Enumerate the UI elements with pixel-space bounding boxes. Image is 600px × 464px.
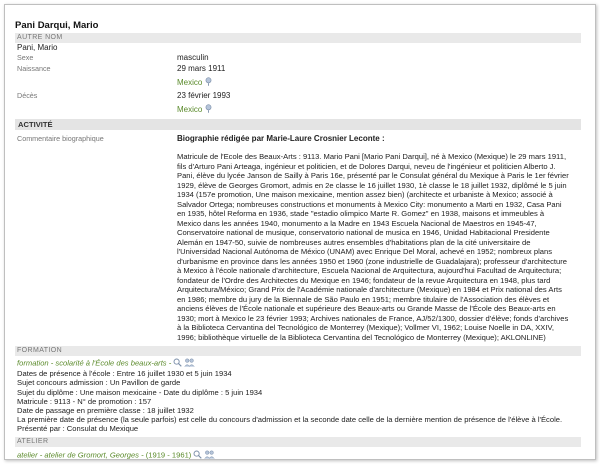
sex-row xyxy=(15,53,581,63)
atelier-dates: (1919 - 1961) xyxy=(143,450,192,460)
formation-link[interactable]: formation - scolarité à l'École des beaux-arts - xyxy=(17,358,172,368)
sex-value: masculin xyxy=(177,53,209,62)
bio-block xyxy=(177,134,581,342)
atelier-link-line xyxy=(15,450,581,460)
bio-heading: Biographie rédigée par Marie-Laure Crosnier Leconte : xyxy=(177,134,385,143)
formation-line-6: La première date de présence (la seule parfois) est celle du concours d'admission et la seconde date celle de la dernière mention de présence de l'élève à l'École. Présenté par : Consulat du Mexique xyxy=(17,415,563,434)
sex-label: Sexe xyxy=(17,53,34,62)
formation-line-4: Matricule : 9113 - N° de promotion : 157 xyxy=(17,396,152,406)
formation-line-3: Sujet du diplôme : Une maison mexicaine - Date du diplôme : 5 juin 1934 xyxy=(17,387,263,397)
death-place-line xyxy=(177,104,581,116)
group-icon[interactable] xyxy=(184,358,195,369)
formation-header: FORMATION xyxy=(15,346,581,356)
formation-line-2: Sujet concours admission : Un Pavillon de garde xyxy=(17,378,181,388)
birth-date: 29 mars 1911 xyxy=(177,64,226,73)
search-icon[interactable] xyxy=(173,358,182,369)
record-window xyxy=(4,4,596,460)
death-label: Décès xyxy=(17,91,38,100)
death-row xyxy=(15,91,581,116)
formation-link-line xyxy=(15,358,581,369)
map-pin-icon[interactable] xyxy=(204,104,213,116)
map-pin-icon[interactable] xyxy=(204,77,213,89)
birth-place-link[interactable]: Mexico xyxy=(177,78,203,88)
formation-line-5: Date de passage en première classe : 18 juillet 1932 xyxy=(17,406,194,416)
bio-text: Matricule de l'Ecole des Beaux-Arts : 9113. Mario Pani [Mario Pani Darqui], né à Mexico (Mexique) le 29 mars 1911, fils d'Arturo Pani Arteaga, ingénieur et politicien, et de Dolores Darqui, neveu de l'ingénieur et politicien Alberto J. Pani, élève du lycée Janson de Sailly à Paris 16e, présenté par le Consulat général du Mexique à Paris le 1er février 1929, élève de Georges Gromort, admis en 2e classe le 16 juillet 1930, 1è classe le 18 juillet 1932, diplômé le 5 juin 1934 (157e promotion, Une maison mexicaine, mention assez bien) (architecte et urbaniste à Mexico; associé à Salvador Ortega; nombreuses constructions et monuments à Mexico City: monumento a Marti en 1932, Casa Pani en 1935, hôtel Reforma en 1936, stade "estadio olimpico Marte R. Gomez" en 1938, maisons et immeubles à Mexico dans les années 1940, monumento a la Madre en 1943 Escuela Nacional de Maestros en 1945-47, Conservatoire national de musique, conservatorio national de musica en 1946, Unidad Habitacional Presidente Alemán en 1947-50, suivie de nombreuses autres ensembles d'habitations plan de la cité universitaire de l'Universidad Nacional Autónoma de México (UNAM) avec Enrique Del Moral, achevé en 1952; nombreux plans d'urbanisme en province dans les années 1950 et 1960 (zone industrielle de Guadalajara); professeur d'architecture à Mexico à l'école nationale d'architecture, Escuela Nacional de Arquitectura, aujourd'hui Facultad de Arquitectura; fondateur de l'Ordre des Architectes du Mexique en 1946; fondateur de la revue Arquitectura en 1948, plus tard Arquitectura/México; Grand Prix de l'Académie nationale d'architecture (Mexique) en 1984 et Prix national des Arts en 1986; membre du jury de la Biennale de São Paulo en 1951; membre titulaire de l'Association des élèves et anciens élèves de l'École nationale et supérieure des Beaux-arts ou Grande Masse de l'École des Beaux-arts en 1930; mort à Mexico le 23 février 1993; Archives nationales de France, AJ/52/1300, dossier d'élève; fonds d'archives à la Biblioteca Cervantina del Tecnológico de Monterrey (Mexique); Vollmer VI, 1962; Louise Noelle in DA, XXIV, 1996; bibliothèque virtuelle de la Biblioteca Cervantina del Tecnológico de Monterrey (Mexique); AKLONLINE) xyxy=(177,152,569,342)
death-place-link[interactable]: Mexico xyxy=(177,105,203,115)
person-name-title: Pani Darqui, Mario xyxy=(15,20,99,31)
bio-label: Commentaire biographique xyxy=(17,134,104,143)
birth-label: Naissance xyxy=(17,64,51,73)
death-date: 23 février 1993 xyxy=(177,91,231,100)
atelier-link[interactable]: atelier - atelier de Gromort, Georges - xyxy=(17,450,144,460)
atelier-header: ATELIER xyxy=(15,437,581,447)
formation-line-1: Dates de présence à l'école : Entre 16 juillet 1930 et 5 juin 1934 xyxy=(17,369,232,379)
birth-place-line xyxy=(177,77,581,89)
birth-row xyxy=(15,64,581,89)
activity-header: ACTIVITÉ xyxy=(15,119,581,130)
record-content xyxy=(15,19,581,460)
group-icon[interactable] xyxy=(204,450,215,460)
bio-row xyxy=(15,134,581,342)
other-name-header: AUTRE NOM xyxy=(15,33,581,43)
other-name-value: Pani, Mario xyxy=(17,43,58,52)
search-icon[interactable] xyxy=(193,450,202,460)
